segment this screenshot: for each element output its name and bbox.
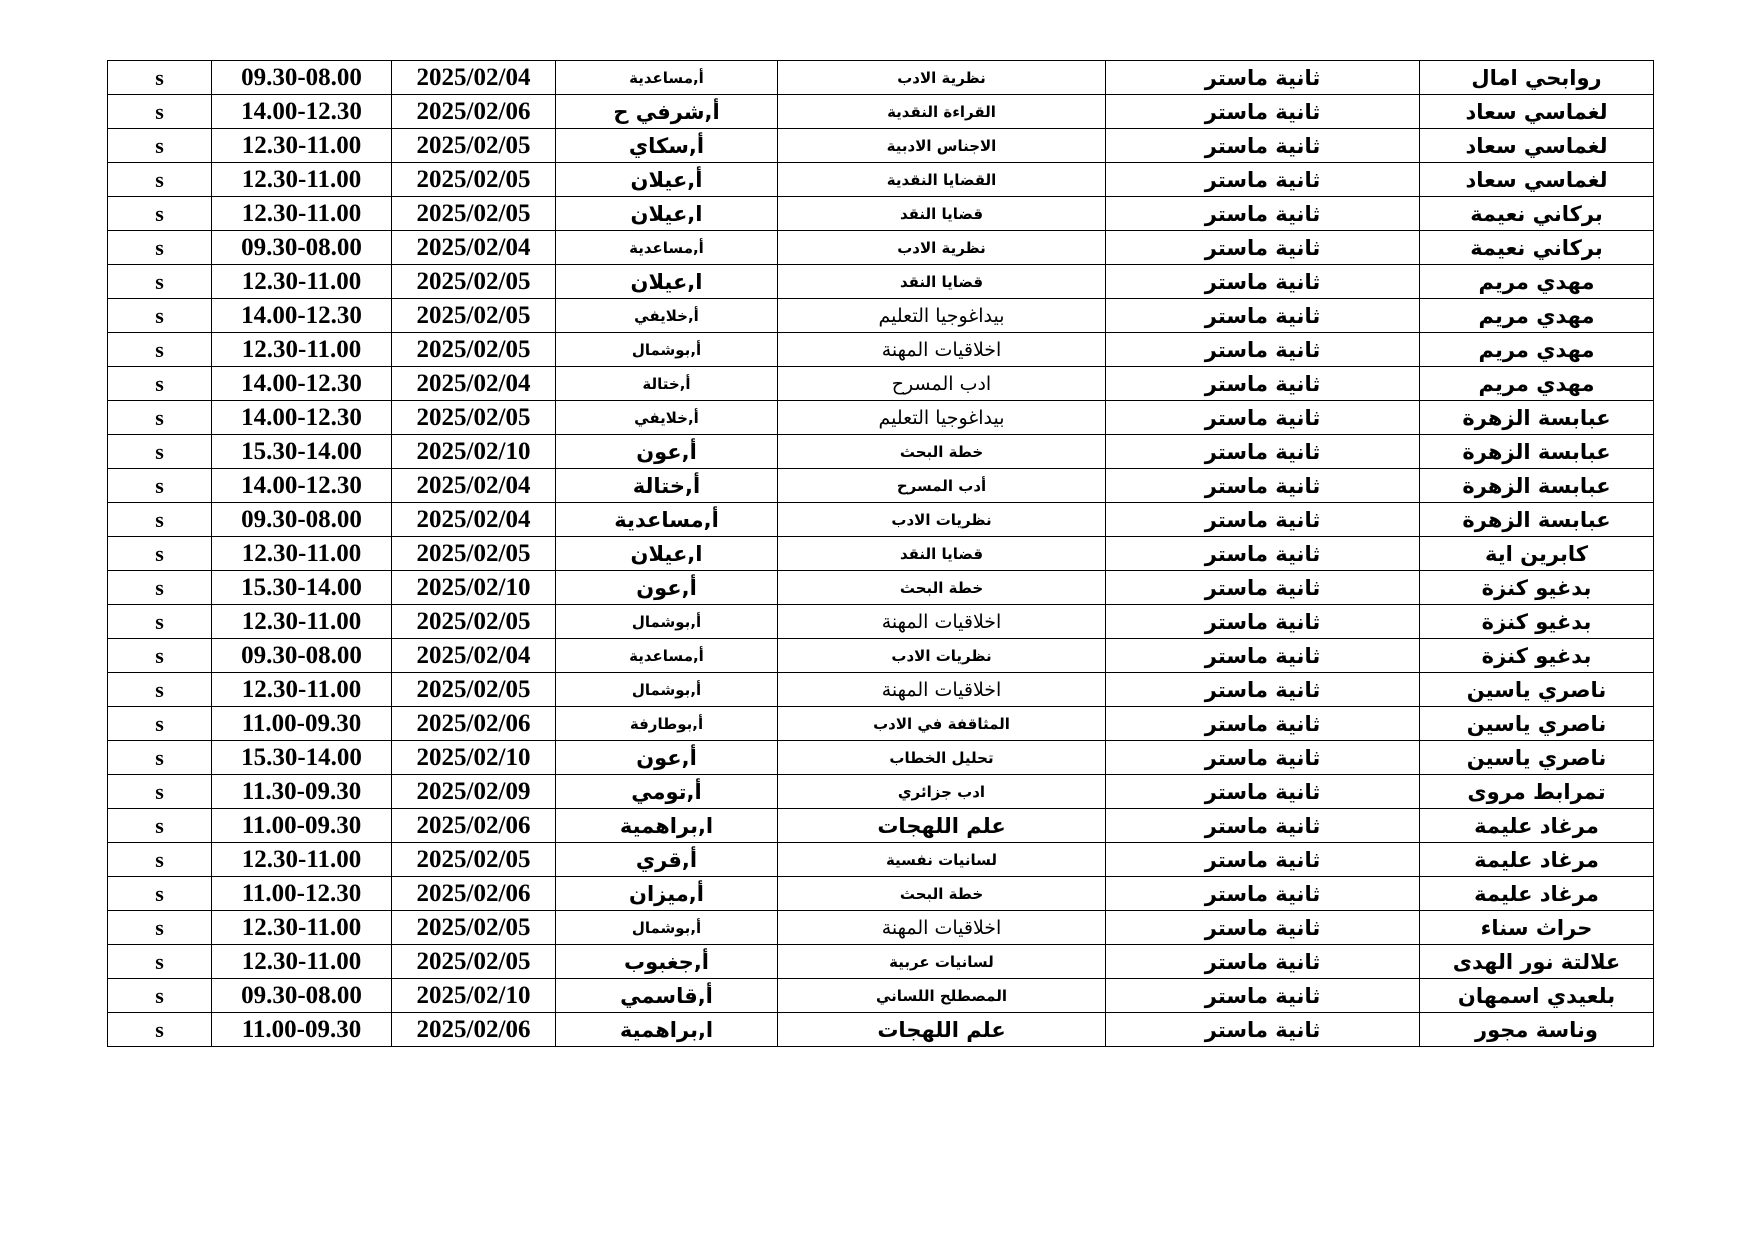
- level-cell: ثانية ماستر: [1106, 197, 1420, 231]
- time-cell: 11.00-09.30: [212, 707, 392, 741]
- table-row: [108, 299, 1654, 333]
- date-cell: 2025/02/04: [392, 639, 556, 673]
- date-cell: 2025/02/05: [392, 129, 556, 163]
- professor-cell: أ,ميزان: [556, 877, 778, 911]
- date-cell: 2025/02/05: [392, 197, 556, 231]
- status-cell: s: [108, 775, 212, 809]
- time-cell: 14.00-12.30: [212, 469, 392, 503]
- date-cell: 2025/02/10: [392, 435, 556, 469]
- table-row: [108, 639, 1654, 673]
- module-cell: نظرية الادب: [778, 61, 1106, 95]
- time-cell: 12.30-11.00: [212, 911, 392, 945]
- time-cell: 11.00-09.30: [212, 1013, 392, 1047]
- table-row: [108, 95, 1654, 129]
- table-row: [108, 129, 1654, 163]
- date-cell: 2025/02/06: [392, 1013, 556, 1047]
- professor-cell: أ,بوشمال: [556, 333, 778, 367]
- level-cell: ثانية ماستر: [1106, 129, 1420, 163]
- date-cell: 2025/02/05: [392, 333, 556, 367]
- time-cell: 11.30-09.30: [212, 775, 392, 809]
- student-name-cell: مهدي مريم: [1420, 265, 1654, 299]
- time-cell: 12.30-11.00: [212, 129, 392, 163]
- date-cell: 2025/02/05: [392, 401, 556, 435]
- student-name-cell: مرغاد عليمة: [1420, 843, 1654, 877]
- professor-cell: أ,بوطارفة: [556, 707, 778, 741]
- time-cell: 09.30-08.00: [212, 61, 392, 95]
- status-cell: s: [108, 129, 212, 163]
- level-cell: ثانية ماستر: [1106, 61, 1420, 95]
- module-cell: قضايا النقد: [778, 537, 1106, 571]
- date-cell: 2025/02/10: [392, 741, 556, 775]
- table-row: [108, 741, 1654, 775]
- level-cell: ثانية ماستر: [1106, 741, 1420, 775]
- level-cell: ثانية ماستر: [1106, 435, 1420, 469]
- date-cell: 2025/02/05: [392, 605, 556, 639]
- table-row: [108, 401, 1654, 435]
- student-name-cell: عبابسة الزهرة: [1420, 503, 1654, 537]
- module-cell: لسانيات نفسية: [778, 843, 1106, 877]
- table-row: [108, 911, 1654, 945]
- status-cell: s: [108, 707, 212, 741]
- student-name-cell: ناصري ياسين: [1420, 741, 1654, 775]
- table-row: [108, 469, 1654, 503]
- professor-cell: أ,ختالة: [556, 367, 778, 401]
- status-cell: s: [108, 979, 212, 1013]
- date-cell: 2025/02/10: [392, 571, 556, 605]
- level-cell: ثانية ماستر: [1106, 809, 1420, 843]
- professor-cell: أ,عيلان: [556, 163, 778, 197]
- table-row: [108, 537, 1654, 571]
- level-cell: ثانية ماستر: [1106, 265, 1420, 299]
- module-cell: المثاقفة في الادب: [778, 707, 1106, 741]
- professor-cell: أ,بوشمال: [556, 911, 778, 945]
- professor-cell: أ,سكاي: [556, 129, 778, 163]
- module-cell: خطة البحث: [778, 571, 1106, 605]
- student-name-cell: عبابسة الزهرة: [1420, 469, 1654, 503]
- level-cell: ثانية ماستر: [1106, 537, 1420, 571]
- table-row: [108, 367, 1654, 401]
- date-cell: 2025/02/05: [392, 673, 556, 707]
- table-row: [108, 673, 1654, 707]
- student-name-cell: بلعيدي اسمهان: [1420, 979, 1654, 1013]
- time-cell: 12.30-11.00: [212, 333, 392, 367]
- professor-cell: ا,براهمية: [556, 809, 778, 843]
- time-cell: 14.00-12.30: [212, 401, 392, 435]
- student-name-cell: مهدي مريم: [1420, 333, 1654, 367]
- level-cell: ثانية ماستر: [1106, 775, 1420, 809]
- status-cell: s: [108, 435, 212, 469]
- time-cell: 12.30-11.00: [212, 197, 392, 231]
- table-row: [108, 61, 1654, 95]
- table-row: [108, 265, 1654, 299]
- student-name-cell: بركاني نعيمة: [1420, 231, 1654, 265]
- date-cell: 2025/02/04: [392, 367, 556, 401]
- professor-cell: أ,جغبوب: [556, 945, 778, 979]
- date-cell: 2025/02/06: [392, 809, 556, 843]
- level-cell: ثانية ماستر: [1106, 843, 1420, 877]
- student-name-cell: وناسة مجور: [1420, 1013, 1654, 1047]
- module-cell: لسانيات عربية: [778, 945, 1106, 979]
- module-cell: ادب المسرح: [778, 367, 1106, 401]
- level-cell: ثانية ماستر: [1106, 639, 1420, 673]
- status-cell: s: [108, 911, 212, 945]
- table-row: [108, 707, 1654, 741]
- student-name-cell: ناصري ياسين: [1420, 707, 1654, 741]
- date-cell: 2025/02/05: [392, 163, 556, 197]
- student-name-cell: مرغاد عليمة: [1420, 877, 1654, 911]
- time-cell: 14.00-12.30: [212, 367, 392, 401]
- module-cell: المصطلح اللساني: [778, 979, 1106, 1013]
- student-name-cell: بركاني نعيمة: [1420, 197, 1654, 231]
- time-cell: 12.30-11.00: [212, 843, 392, 877]
- time-cell: 11.00-12.30: [212, 877, 392, 911]
- date-cell: 2025/02/10: [392, 979, 556, 1013]
- professor-cell: أ,خلايفي: [556, 401, 778, 435]
- level-cell: ثانية ماستر: [1106, 163, 1420, 197]
- level-cell: ثانية ماستر: [1106, 571, 1420, 605]
- module-cell: خطة البحث: [778, 435, 1106, 469]
- date-cell: 2025/02/05: [392, 265, 556, 299]
- module-cell: اخلاقيات المهنة: [778, 605, 1106, 639]
- status-cell: s: [108, 605, 212, 639]
- student-name-cell: مهدي مريم: [1420, 367, 1654, 401]
- student-name-cell: علالتة نور الهدى: [1420, 945, 1654, 979]
- student-name-cell: بدغيو كنزة: [1420, 571, 1654, 605]
- status-cell: s: [108, 571, 212, 605]
- time-cell: 12.30-11.00: [212, 605, 392, 639]
- status-cell: s: [108, 537, 212, 571]
- professor-cell: ا,عيلان: [556, 197, 778, 231]
- time-cell: 12.30-11.00: [212, 945, 392, 979]
- date-cell: 2025/02/04: [392, 61, 556, 95]
- student-name-cell: تمرابط مروى: [1420, 775, 1654, 809]
- level-cell: ثانية ماستر: [1106, 945, 1420, 979]
- status-cell: s: [108, 231, 212, 265]
- module-cell: نظريات الادب: [778, 639, 1106, 673]
- date-cell: 2025/02/05: [392, 945, 556, 979]
- module-cell: علم اللهجات: [778, 809, 1106, 843]
- professor-cell: أ,عون: [556, 741, 778, 775]
- module-cell: نظرية الادب: [778, 231, 1106, 265]
- time-cell: 15.30-14.00: [212, 571, 392, 605]
- module-cell: بيداغوجيا التعليم: [778, 401, 1106, 435]
- time-cell: 14.00-12.30: [212, 95, 392, 129]
- professor-cell: أ,عون: [556, 571, 778, 605]
- time-cell: 09.30-08.00: [212, 639, 392, 673]
- status-cell: s: [108, 843, 212, 877]
- professor-cell: أ,مساعدية: [556, 61, 778, 95]
- student-name-cell: لغماسي سعاد: [1420, 129, 1654, 163]
- professor-cell: أ,قري: [556, 843, 778, 877]
- level-cell: ثانية ماستر: [1106, 979, 1420, 1013]
- level-cell: ثانية ماستر: [1106, 231, 1420, 265]
- module-cell: اخلاقيات المهنة: [778, 673, 1106, 707]
- professor-cell: أ,بوشمال: [556, 605, 778, 639]
- status-cell: s: [108, 945, 212, 979]
- module-cell: قضايا النقد: [778, 197, 1106, 231]
- module-cell: القراءة النقدية: [778, 95, 1106, 129]
- student-name-cell: مهدي مريم: [1420, 299, 1654, 333]
- student-name-cell: لغماسي سعاد: [1420, 95, 1654, 129]
- date-cell: 2025/02/06: [392, 877, 556, 911]
- date-cell: 2025/02/04: [392, 231, 556, 265]
- module-cell: قضايا النقد: [778, 265, 1106, 299]
- professor-cell: ا,عيلان: [556, 537, 778, 571]
- status-cell: s: [108, 469, 212, 503]
- date-cell: 2025/02/04: [392, 503, 556, 537]
- table-row: [108, 163, 1654, 197]
- level-cell: ثانية ماستر: [1106, 877, 1420, 911]
- student-name-cell: لغماسي سعاد: [1420, 163, 1654, 197]
- level-cell: ثانية ماستر: [1106, 469, 1420, 503]
- student-name-cell: عبابسة الزهرة: [1420, 401, 1654, 435]
- professor-cell: أ,مساعدية: [556, 231, 778, 265]
- professor-cell: أ,مساعدية: [556, 503, 778, 537]
- table-row: [108, 503, 1654, 537]
- level-cell: ثانية ماستر: [1106, 367, 1420, 401]
- professor-cell: أ,قاسمي: [556, 979, 778, 1013]
- table-row: [108, 605, 1654, 639]
- status-cell: s: [108, 299, 212, 333]
- time-cell: 09.30-08.00: [212, 979, 392, 1013]
- level-cell: ثانية ماستر: [1106, 707, 1420, 741]
- date-cell: 2025/02/06: [392, 95, 556, 129]
- table-row: [108, 843, 1654, 877]
- student-name-cell: بدغيو كنزة: [1420, 605, 1654, 639]
- date-cell: 2025/02/05: [392, 299, 556, 333]
- module-cell: علم اللهجات: [778, 1013, 1106, 1047]
- date-cell: 2025/02/05: [392, 537, 556, 571]
- time-cell: 12.30-11.00: [212, 673, 392, 707]
- date-cell: 2025/02/05: [392, 911, 556, 945]
- professor-cell: أ,تومي: [556, 775, 778, 809]
- table-row: [108, 333, 1654, 367]
- status-cell: s: [108, 877, 212, 911]
- level-cell: ثانية ماستر: [1106, 333, 1420, 367]
- status-cell: s: [108, 673, 212, 707]
- schedule-rows: [108, 61, 1654, 1047]
- level-cell: ثانية ماستر: [1106, 95, 1420, 129]
- level-cell: ثانية ماستر: [1106, 299, 1420, 333]
- table-row: [108, 877, 1654, 911]
- professor-cell: ا,عيلان: [556, 265, 778, 299]
- status-cell: s: [108, 265, 212, 299]
- table-row: [108, 775, 1654, 809]
- status-cell: s: [108, 61, 212, 95]
- time-cell: 12.30-11.00: [212, 265, 392, 299]
- level-cell: ثانية ماستر: [1106, 503, 1420, 537]
- time-cell: 15.30-14.00: [212, 741, 392, 775]
- module-cell: بيداغوجيا التعليم: [778, 299, 1106, 333]
- level-cell: ثانية ماستر: [1106, 911, 1420, 945]
- student-name-cell: مرغاد عليمة: [1420, 809, 1654, 843]
- student-name-cell: روابحي امال: [1420, 61, 1654, 95]
- time-cell: 15.30-14.00: [212, 435, 392, 469]
- status-cell: s: [108, 503, 212, 537]
- status-cell: s: [108, 367, 212, 401]
- table-row: [108, 979, 1654, 1013]
- module-cell: الاجناس الادبية: [778, 129, 1106, 163]
- time-cell: 09.30-08.00: [212, 503, 392, 537]
- module-cell: نظريات الادب: [778, 503, 1106, 537]
- date-cell: 2025/02/06: [392, 707, 556, 741]
- professor-cell: أ,ختالة: [556, 469, 778, 503]
- professor-cell: أ,شرفي ح: [556, 95, 778, 129]
- module-cell: تحليل الخطاب: [778, 741, 1106, 775]
- module-cell: القضايا النقدية: [778, 163, 1106, 197]
- module-cell: أدب المسرح: [778, 469, 1106, 503]
- date-cell: 2025/02/09: [392, 775, 556, 809]
- level-cell: ثانية ماستر: [1106, 1013, 1420, 1047]
- status-cell: s: [108, 197, 212, 231]
- status-cell: s: [108, 163, 212, 197]
- student-name-cell: بدغيو كنزة: [1420, 639, 1654, 673]
- table-row: [108, 945, 1654, 979]
- time-cell: 14.00-12.30: [212, 299, 392, 333]
- professor-cell: أ,بوشمال: [556, 673, 778, 707]
- student-name-cell: حراث سناء: [1420, 911, 1654, 945]
- module-cell: اخلاقيات المهنة: [778, 911, 1106, 945]
- module-cell: خطة البحث: [778, 877, 1106, 911]
- status-cell: s: [108, 741, 212, 775]
- status-cell: s: [108, 809, 212, 843]
- status-cell: s: [108, 401, 212, 435]
- schedule-table: [107, 60, 1654, 1047]
- level-cell: ثانية ماستر: [1106, 673, 1420, 707]
- time-cell: 12.30-11.00: [212, 537, 392, 571]
- time-cell: 11.00-09.30: [212, 809, 392, 843]
- professor-cell: ا,براهمية: [556, 1013, 778, 1047]
- status-cell: s: [108, 639, 212, 673]
- table-row: [108, 571, 1654, 605]
- professor-cell: أ,عون: [556, 435, 778, 469]
- time-cell: 09.30-08.00: [212, 231, 392, 265]
- module-cell: ادب جزائري: [778, 775, 1106, 809]
- status-cell: s: [108, 1013, 212, 1047]
- professor-cell: أ,خلايفي: [556, 299, 778, 333]
- student-name-cell: ناصري ياسين: [1420, 673, 1654, 707]
- student-name-cell: كابرين اية: [1420, 537, 1654, 571]
- student-name-cell: عبابسة الزهرة: [1420, 435, 1654, 469]
- module-cell: اخلاقيات المهنة: [778, 333, 1106, 367]
- table-row: [108, 435, 1654, 469]
- table-row: [108, 1013, 1654, 1047]
- date-cell: 2025/02/04: [392, 469, 556, 503]
- date-cell: 2025/02/05: [392, 843, 556, 877]
- professor-cell: أ,مساعدية: [556, 639, 778, 673]
- level-cell: ثانية ماستر: [1106, 401, 1420, 435]
- table-row: [108, 231, 1654, 265]
- table-row: [108, 809, 1654, 843]
- time-cell: 12.30-11.00: [212, 163, 392, 197]
- status-cell: s: [108, 333, 212, 367]
- level-cell: ثانية ماستر: [1106, 605, 1420, 639]
- table-row: [108, 197, 1654, 231]
- status-cell: s: [108, 95, 212, 129]
